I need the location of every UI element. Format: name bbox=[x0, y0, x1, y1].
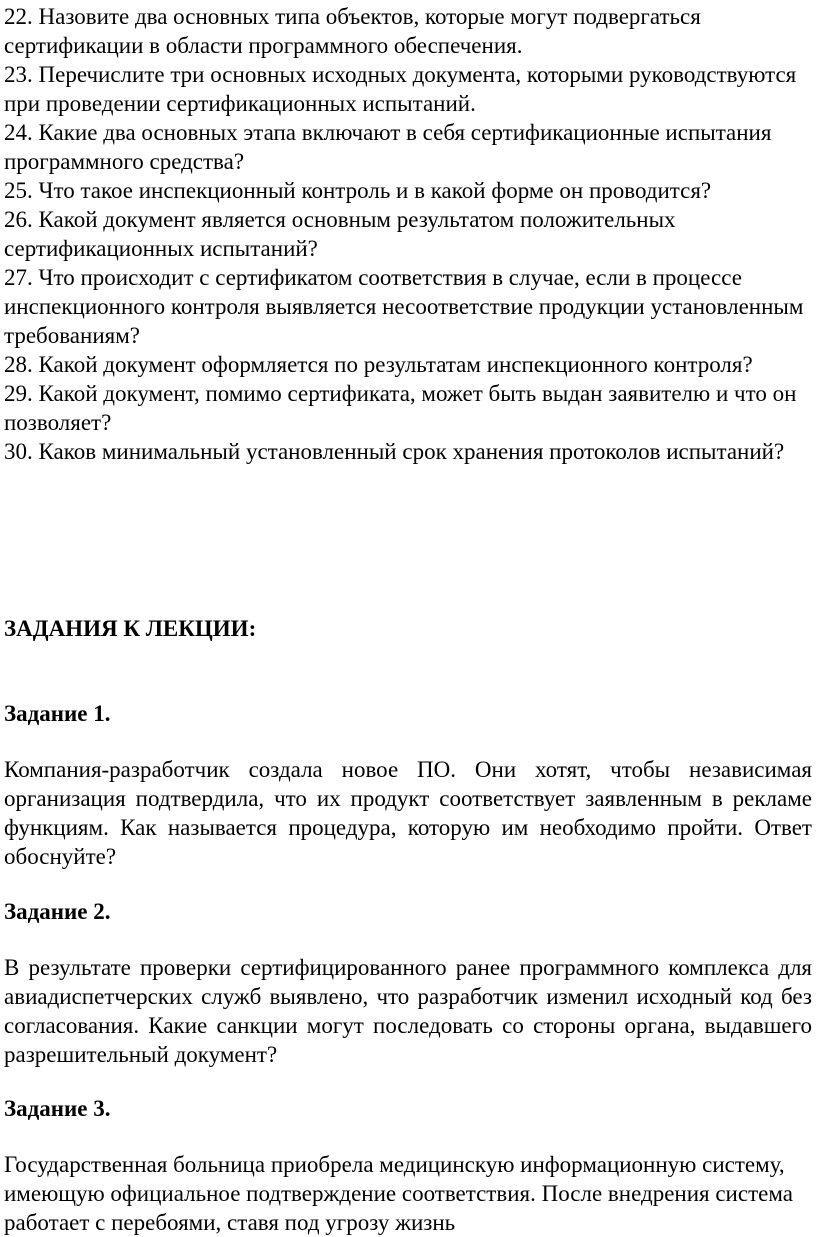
task-2-text: В результате проверки сертифицированного ранее программного комплекса для авиадиспетчерских служб выявлено, что разработчик изменил исходный код без согласования. Какие санкции могут последовать со стороны органа, выдавшего разрешительный документ? bbox=[4, 955, 812, 1067]
section-heading: ЗАДАНИЯ К ЛЕКЦИИ: bbox=[4, 616, 257, 641]
task-3-title: Задание 3. bbox=[4, 1096, 111, 1121]
task-1-text: Компания-разработчик создала новое ПО. Они хотят, чтобы независимая организация подтвердила, что их продукт соответствует заявленным в рекламе функциям. Как называется процедура, которую им необходимо пройти. Ответ обоснуйте? bbox=[4, 757, 812, 869]
question-27: 27. Что происходит с сертификатом соответствия в случае, если в процессе инспекционного контроля выявляется несоответствие продукции установленным требованиям? bbox=[4, 265, 804, 348]
question-28: 28. Какой документ оформляется по результатам инспекционного контроля? bbox=[4, 352, 753, 377]
question-24: 24. Какие два основных этапа включают в себя сертификационные испытания программного средства? bbox=[4, 120, 772, 174]
question-29: 29. Какой документ, помимо сертификата, может быть выдан заявителю и что он позволяет? bbox=[4, 381, 797, 435]
question-26: 26. Какой документ является основным результатом положительных сертификационных испытаний? bbox=[4, 207, 676, 261]
question-25: 25. Что такое инспекционный контроль и в какой форме он проводится? bbox=[4, 178, 712, 203]
task-2-title: Задание 2. bbox=[4, 899, 111, 924]
question-22: 22. Назовите два основных типа объектов, которые могут подвергаться сертификации в области программного обеспечения. bbox=[4, 4, 701, 58]
question-list bbox=[4, 2, 812, 466]
question-23: 23. Перечислите три основных исходных документа, которыми руководствуются при проведении сертификационных испытаний. bbox=[4, 62, 797, 116]
task-1-title: Задание 1. bbox=[4, 701, 111, 726]
task-3-text: Государственная больница приобрела медицинскую информационную систему, имеющую официальное подтверждение соответствия. После внедрения система работает с перебоями, ставя под угрозу жизнь bbox=[4, 1152, 793, 1235]
question-30: 30. Каков минимальный установленный срок хранения протоколов испытаний? bbox=[4, 439, 785, 464]
